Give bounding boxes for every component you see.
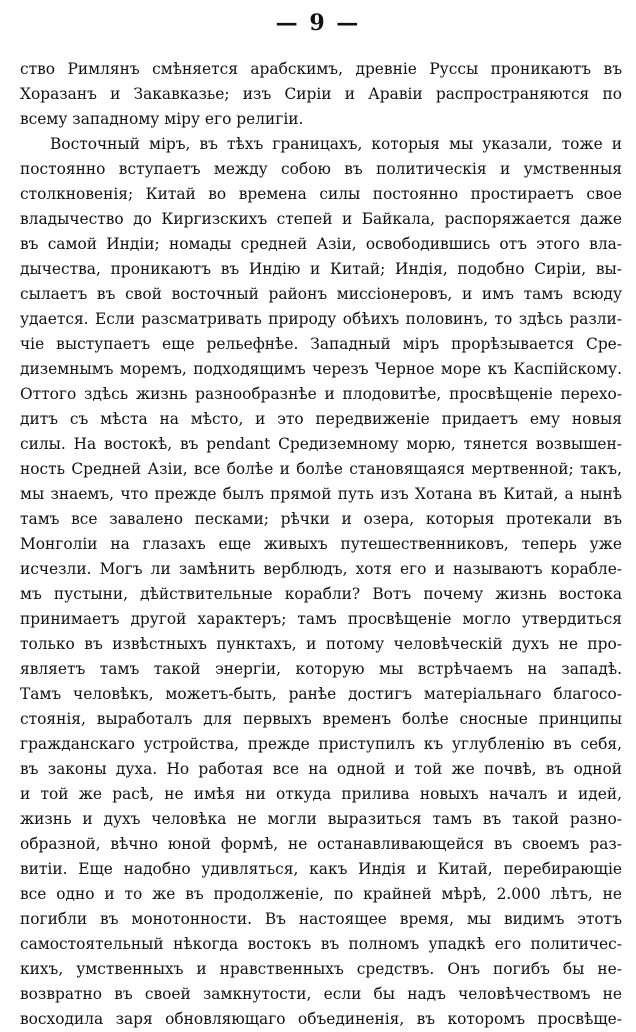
- page-number: — 9 —: [275, 10, 361, 36]
- text-line: въ самой Индіи; номады средней Азіи, освободившись отъ этого вла-: [20, 235, 622, 253]
- text-line: Хоразанъ и Закавказье; изъ Сиріи и Аравіи распространяются по: [20, 85, 622, 103]
- text-line: являетъ тамъ такой энергіи, которую мы встрѣчаемъ на западѣ.: [20, 660, 622, 678]
- text-line: Монголіи на глазахъ еще живыхъ путешественниковъ, теперь уже: [20, 535, 622, 553]
- text-line: въ законы духа. Но работая все на одной и той же почвѣ, въ одной: [20, 760, 622, 778]
- text-line: все одно и то же въ продолженіе, по крайней мѣрѣ, 2.000 лѣтъ, не: [20, 885, 622, 903]
- text-line: мы знаемъ, что прежде былъ прямой путь изъ Хотана въ Китай, а нынѣ: [20, 485, 622, 503]
- text-line: дитъ съ мѣста на мѣсто, и это передвиженіе придаетъ ему новыя: [20, 410, 622, 428]
- text-line: Тамъ человѣкъ, можетъ-быть, ранѣе достигъ матеріальнаго благосо-: [20, 685, 622, 703]
- body-text: [20, 57, 622, 1032]
- text-line: тамъ все завалено песками; рѣчки и озера, которыя протекали въ: [20, 510, 622, 528]
- text-line: постоянно вступаетъ между собою въ политическія и умственныя: [20, 160, 622, 178]
- text-line: мъ пустыни, дѣйствительные корабли? Вотъ почему жизнь востока: [20, 585, 622, 603]
- text-line: ность Средней Азіи, все болѣе и болѣе становящаяся мертвенной; такъ,: [20, 460, 622, 478]
- text-line: возвратно въ своей замкнутости, если бы надъ человѣчествомъ не: [20, 985, 622, 1003]
- text-line: сылаетъ въ свой восточный районъ миссіонеровъ, и имъ тамъ всюду: [20, 285, 622, 303]
- text-line: самостоятельный нѣкогда востокъ въ полномъ упадкѣ его политичес-: [20, 935, 622, 953]
- text-line: удается. Если разсматривать природу обѣихъ половинъ, то здѣсь разли-: [20, 310, 622, 328]
- text-line: всему западному міру его религіи.: [20, 110, 304, 128]
- text-line: ство Римлянъ смѣняется арабскимъ, древніе Руссы проникаютъ въ: [20, 60, 622, 78]
- text-line: только въ извѣстныхъ пунктахъ, и потому человѣческій духъ не про-: [20, 635, 622, 653]
- text-line: стоянія, выработалъ для первыхъ временъ болѣе сносные принципы: [20, 710, 622, 728]
- paragraph: [20, 57, 622, 132]
- text-line: исчезли. Могъ ли замѣнить верблюдъ, хотя его и называютъ корабле-: [20, 560, 622, 578]
- text-line: Восточный міръ, въ тѣхъ границахъ, которыя мы указали, тоже и: [50, 135, 622, 153]
- text-line: восходила заря обновляющаго объединенія, въ которомъ просвѣще-: [20, 1010, 622, 1028]
- text-line: дычества, проникаютъ въ Индію и Китай; Индія, подобно Сиріи, вы-: [20, 260, 622, 278]
- text-line: силы. На востокѣ, въ pendant Средиземному морю, тянется возвышен-: [20, 435, 622, 453]
- paragraph: [20, 132, 622, 1032]
- text-line: владычество до Киргизскихъ степей и Байкала, распоряжается даже: [20, 210, 622, 228]
- text-line: кихъ, умственныхъ и нравственныхъ средствъ. Онъ погибъ бы не-: [20, 960, 622, 978]
- text-line: диземнымъ моремъ, подходящимъ черезъ Черное море къ Каспійскому.: [20, 360, 622, 378]
- text-line: образной, вѣчно юной формѣ, не останавливающейся въ своемъ раз-: [20, 835, 622, 853]
- text-line: чіе выступаетъ еще рельефнѣе. Западный міръ прорѣзывается Сре-: [20, 335, 622, 353]
- text-line: и той же расѣ, не имѣя ни откуда прилива новыхъ началъ и идей,: [20, 785, 622, 803]
- text-line: витіи. Еще надобно удивляться, какъ Индія и Китай, перебирающіе: [20, 860, 622, 878]
- text-line: Оттого здѣсь жизнь разнообразнѣе и плодовитѣе, просвѣщеніе перехо-: [20, 385, 622, 403]
- text-line: принимаетъ другой характеръ; тамъ просвѣщеніе могло утвердиться: [20, 610, 622, 628]
- text-line: жизнь и духъ человѣка не могли выразиться тамъ въ такой разно-: [20, 810, 622, 828]
- text-line: столкновенія; Китай во времена силы постоянно простираетъ свое: [20, 185, 622, 203]
- text-line: гражданскаго устройства, прежде приступилъ къ углубленію въ себя,: [20, 735, 622, 753]
- text-line: погибли въ монотонности. Въ настоящее время, мы видимъ этотъ: [20, 910, 622, 928]
